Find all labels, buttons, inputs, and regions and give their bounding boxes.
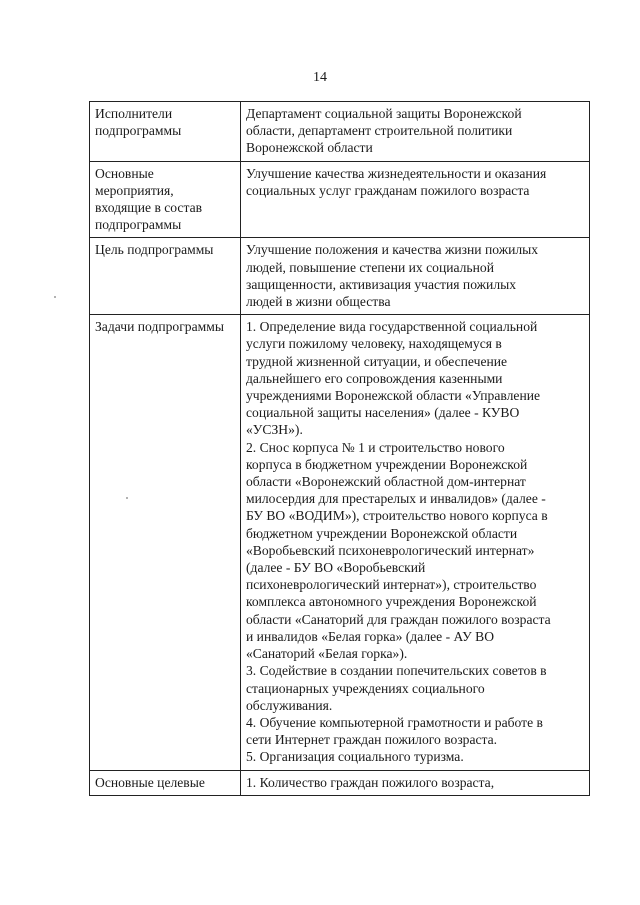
subprogram-passport-table [89,101,590,796]
row-label-executors: Исполнители подпрограммы [90,102,241,162]
row-value-main-activities: Улучшение качества жизнедеятельности и оказания социальных услуг гражданам пожилого возраста [241,161,590,238]
page-number: 14 [313,70,327,85]
table-row-tasks [90,315,590,770]
row-label-target-indicators: Основные целевые [90,770,241,795]
row-label-goal: Цель подпрограммы [90,238,241,315]
scan-speck [54,296,56,298]
table-row-main-activities [90,161,590,238]
row-value-target-indicators: 1. Количество граждан пожилого возраста, [241,770,590,795]
row-label-tasks: Задачи подпрограммы [90,315,241,770]
table-row-target-indicators [90,770,590,795]
scan-speck [126,497,128,499]
table-row-executors [90,102,590,162]
table-row-goal [90,238,590,315]
row-value-goal: Улучшение положения и качества жизни пожилых людей, повышение степени их социальной защищенности, активизация участия пожилых людей в жизни общества [241,238,590,315]
row-label-main-activities: Основные мероприятия, входящие в состав подпрограммы [90,161,241,238]
row-value-executors: Департамент социальной защиты Воронежской области, департамент строительной политики Воронежской области [241,102,590,162]
row-value-tasks: 1. Определение вида государственной социальной услуги пожилому человеку, находящемуся в трудной жизненной ситуации, и обеспечение дальнейшего его сопровождения казенными учреждениями Воронежской области «Управление социальной защиты населения» (далее - КУВО «УСЗН»). 2. Снос корпуса № 1 и строительство нового корпуса в бюджетном учреждении Воронежской области «Воронежский областной дом-интернат милосердия для престарелых и инвалидов» (далее - БУ ВО «ВОДИМ»), строительство нового корпуса в бюджетном учреждении Воронежской области «Воробьевский психоневрологический интернат» (далее - БУ ВО «Воробьевский психоневрологический интернат»), строительство комплекса автономного учреждения Воронежской области «Санаторий для граждан пожилого возраста и инвалидов «Белая горка» (далее - АУ ВО «Санаторий «Белая горка»). 3. Содействие в создании попечительских советов в стационарных учреждениях социального обслуживания. 4. Обучение компьютерной грамотности и работе в сети Интернет граждан пожилого возраста. 5. Организация социального туризма. [241,315,590,770]
